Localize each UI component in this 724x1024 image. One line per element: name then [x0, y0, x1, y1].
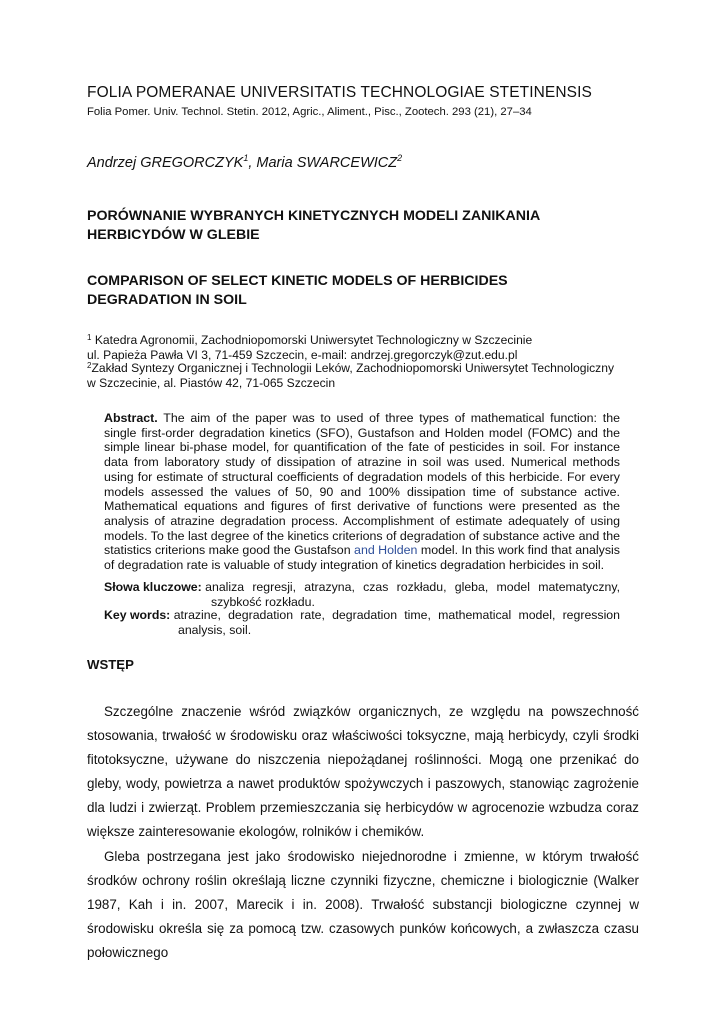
keywords-text-continued: szybkość rozkładu. [211, 594, 315, 609]
paper-title-polish [87, 207, 647, 245]
paragraph: Gleba postrzegana jest jako środowisko niejednorodne i zmienne, w którym trwałość środków ochrony roślin określają liczne czynniki fizyczne, chemiczne i biologicznie (Walker 1987, Kah i in. 2007, Marecik i in. 2008). Trwałość substancji biologiczne czynnej w środowisku określa się za pomocą tzw. czasowych punków końcowych, a zwłaszcza czasu połowicznego [87, 848, 639, 960]
title-line: PORÓWNANIE WYBRANYCH KINETYCZNYCH MODELI ZANIKANIA [87, 208, 541, 224]
affiliation-marker: 1 [87, 333, 92, 342]
author-affiliation-marker: 2 [397, 153, 403, 163]
keywords-label: Słowa kluczowe: [104, 580, 202, 594]
abstract-text: The aim of the paper was to used of three types of mathematical function: the single first-order degradation kinetics (SFO), Gustafson and Holden model (FOMC) and the simple linear bi-phase model, for quantification of the fate of pesticides in soil. For instance data from laboratory study of dissipation of atrazine in soil was used. Numerical methods using for estimate of structural coefficients of degradation models of this herbicide. For every models assessed the values of 50, 90 and 100% dissipation time of substance active. Mathematical equations and figures of first derivative of functions were presented as the analysis of atrazine degradation process. Accomplishment of estimate adequately of using models. To the last degree of the kinetics criterions of degradation of substance active and the statistics criterions make good the Gustafson [104, 411, 620, 558]
keywords-text: atrazine, degradation rate, degradation time, mathematical model, regression [173, 608, 620, 622]
author-name: Maria SWARCEWICZ [256, 154, 398, 171]
author-separator: , [248, 154, 257, 171]
paper-title-english [87, 272, 647, 310]
title-line: DEGRADATION IN SOIL [87, 292, 247, 308]
keywords-polish [104, 580, 620, 610]
journal-title: FOLIA POMERANAE UNIVERSITATIS TECHNOLOGIAE STETINENSIS [87, 84, 592, 101]
affiliation-address: w Szczecinie, al. Piastów 42, 71-065 Szczecin [87, 376, 336, 390]
abstract-text-end: model. In this work find that analysis of degradation rate is valuable of study integration of kinetics degradation herbicides in soil. [104, 543, 620, 573]
title-line: COMPARISON OF SELECT KINETIC MODELS OF HERBICIDES [87, 273, 508, 289]
affiliation-2 [87, 358, 614, 391]
keywords-text: analiza regresji, atrazyna, czas rozkładu, gleba, model matematyczny, [205, 580, 620, 594]
affiliation-text: Katedra Agronomii, Zachodniopomorski Uniwersytet Technologiczny w Szczecinie [94, 333, 533, 347]
abstract [104, 411, 620, 573]
body-text [87, 700, 639, 965]
author-affiliation-marker: 1 [243, 153, 249, 163]
keywords-text-continued: analysis, soil. [178, 622, 252, 637]
title-line: HERBICYDÓW W GLEBIE [87, 227, 260, 243]
author-list [87, 153, 402, 171]
journal-citation: Folia Pomer. Univ. Technol. Stetin. 2012, Agric., Aliment., Pisc., Zootech. 293 (21), 27–34 [87, 106, 532, 118]
keywords-english [104, 608, 620, 638]
affiliation-address: ul. Papieża Pawła VI 3, 71-459 Szczecin, e-mail: andrzej.gregorczyk@zut.edu.pl [87, 348, 518, 362]
section-heading: WSTĘP [87, 657, 134, 672]
author-name: Andrzej GREGORCZYK [87, 154, 244, 171]
paragraph: Szczególne znaczenie wśród związków organicznych, ze względu na powszechność stosowania, trwałość w środowisku oraz właściwości toksyczne, mają herbicydy, czyli środki fitotoksyczne, używane do niszczenia niepożądanej roślinności. Mogą one przenikać do gleby, wody, powietrza a nawet produktów spożywczych i paszowych, stanowiąc zagrożenie dla ludzi i zwierząt. Problem przemieszczania się herbicydów w agrocenozie wzbudza coraz większe zainteresowanie ekologów, rolników i chemików. [87, 704, 639, 840]
abstract-label: Abstract. [104, 411, 158, 425]
abstract-link-text[interactable]: and Holden [354, 543, 418, 558]
affiliation-text: Zakład Syntezy Organicznej i Technologii Leków, Zachodniopomorski Uniwersytet Technologiczny [91, 361, 614, 375]
affiliation-marker: 2 [87, 361, 92, 370]
keywords-label: Key words: [104, 608, 171, 622]
